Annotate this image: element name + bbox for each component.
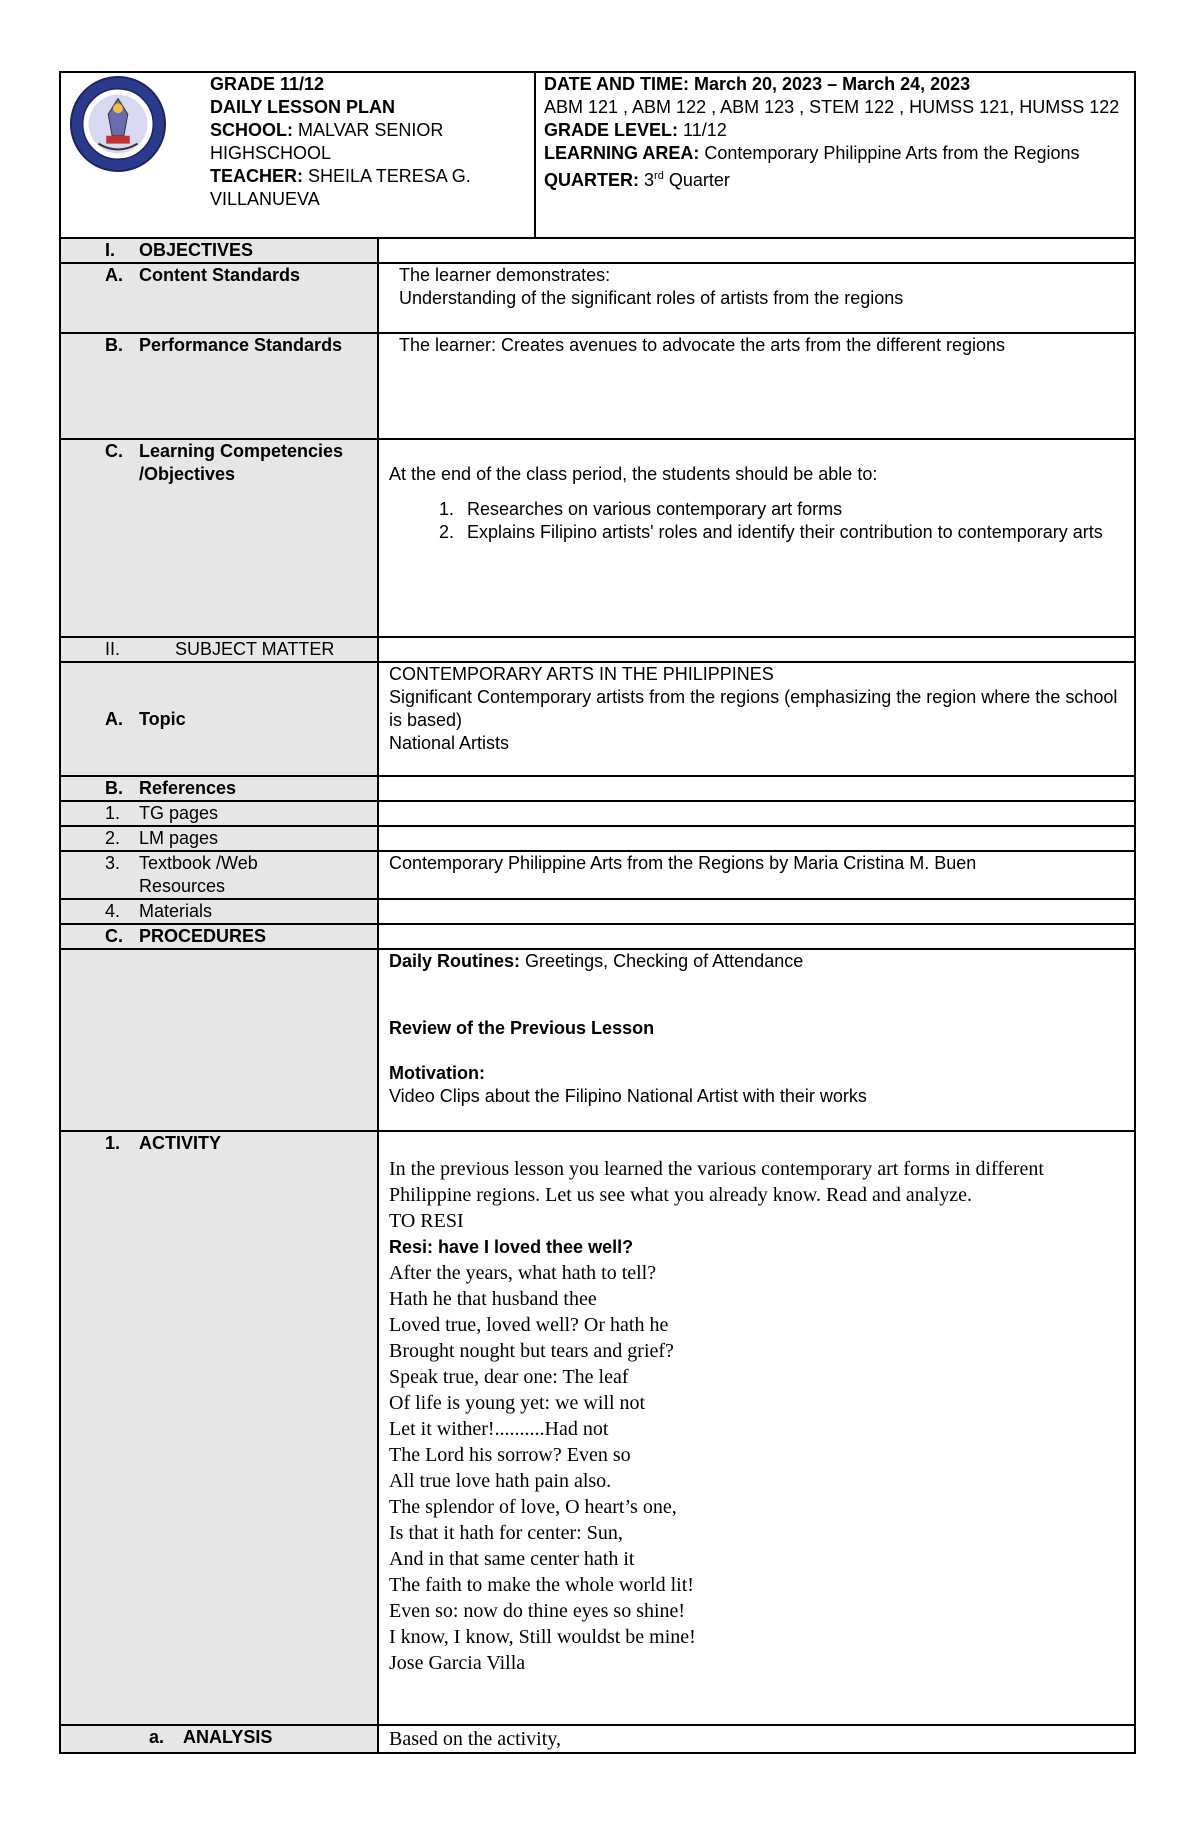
references-value-cell [378, 776, 1135, 801]
activity-label-cell: 1. ACTIVITY [60, 1131, 378, 1725]
poem-author: Jose Garcia Villa [389, 1652, 526, 1674]
analysis-row [60, 1725, 1135, 1753]
reference-label-cell: 2. LM pages [60, 826, 378, 851]
topic-value-cell [378, 662, 1135, 776]
procedures-value-cell [378, 924, 1135, 949]
content-standards-label-cell: A. Content Standards [60, 263, 378, 333]
poem-line: Of life is young yet: we will not [389, 1392, 646, 1414]
daily-routines-line: Daily Routines: Greetings, Checking of Attendance [389, 951, 804, 971]
reference-label-cell: 3. Textbook /Web Resources [60, 851, 378, 899]
sections-line: ABM 121 , ABM 122 , ABM 123 , STEM 122 , HUMSS 121, HUMSS 122 [544, 97, 1120, 117]
poem-line: Loved true, loved well? Or hath he [389, 1314, 669, 1336]
quarter-line: QUARTER: 3rd Quarter [544, 170, 730, 190]
header-left-cell [60, 72, 535, 238]
references-row [60, 776, 1135, 801]
plan-title: DAILY LESSON PLAN [210, 97, 396, 117]
header-right-cell [535, 72, 1135, 238]
analysis-label-cell: a. ANALYSIS [60, 1725, 378, 1753]
activity-intro: In the previous lesson you learned the various contemporary art forms in different Philippine regions. Let us see what you already know. Read and analyze. [389, 1158, 1044, 1206]
subject-matter-label-cell: II. SUBJECT MATTER [60, 637, 378, 662]
topic-row [60, 662, 1135, 776]
teacher-line: TEACHER: SHEILA TERESA G. VILLANUEVA [210, 166, 471, 209]
poem-line: Let it wither!..........Had not [389, 1418, 609, 1440]
subject-matter-row [60, 637, 1135, 662]
topic-line: CONTEMPORARY ARTS IN THE PHILIPPINES [389, 664, 774, 684]
reference-row-textbook [60, 851, 1135, 899]
content-standards-row [60, 263, 1135, 333]
poem-line: Brought nought but tears and grief? [389, 1340, 674, 1362]
learning-area-line: LEARNING AREA: Contemporary Philippine Arts from the Regions [544, 143, 1080, 163]
competencies-intro: At the end of the class period, the students should be able to: [389, 464, 878, 484]
content-standards-line1: The learner demonstrates: [399, 265, 611, 285]
header-row [60, 72, 1135, 238]
lesson-plan-document [59, 71, 1134, 1754]
activity-row [60, 1131, 1135, 1725]
reference-label-cell: 1. TG pages [60, 801, 378, 826]
routines-value-cell [378, 949, 1135, 1131]
references-label-cell: B. References [60, 776, 378, 801]
poem-line: After the years, what hath to tell? [389, 1262, 657, 1284]
school-line: SCHOOL: MALVAR SENIOR HIGHSCHOOL [210, 120, 444, 163]
competencies-label-cell: C. Learning Competencies /Objectives [60, 439, 378, 637]
content-standards-line2: Understanding of the significant roles of artists from the regions [399, 288, 904, 308]
objectives-value-cell [378, 238, 1135, 263]
poem-line: All true love hath pain also. [389, 1470, 612, 1492]
poem-line: The faith to make the whole world lit! [389, 1574, 694, 1596]
performance-standards-text: The learner: Creates avenues to advocate the arts from the different regions [399, 335, 1006, 355]
performance-standards-label-cell: B. Performance Standards [60, 333, 378, 439]
procedures-label-cell: C. PROCEDURES [60, 924, 378, 949]
content-standards-value-cell [378, 263, 1135, 333]
routines-label-cell [60, 949, 378, 1131]
reference-row-materials [60, 899, 1135, 924]
poem-line: Speak true, dear one: The leaf [389, 1366, 629, 1388]
reference-row-tg [60, 801, 1135, 826]
reference-value-cell [378, 899, 1135, 924]
reference-value-cell [378, 826, 1135, 851]
procedures-row [60, 924, 1135, 949]
analysis-value-cell: Based on the activity, [378, 1725, 1135, 1753]
competency-item: 1. Researches on various contemporary art forms [459, 498, 1128, 521]
grade-title: GRADE 11/12 [210, 74, 325, 94]
reference-value-cell: Contemporary Philippine Arts from the Regions by Maria Cristina M. Buen [378, 851, 1135, 899]
reference-value-cell [378, 801, 1135, 826]
poem-first-line: Resi: have I loved thee well? [389, 1237, 634, 1257]
objectives-label-cell: I. OBJECTIVES [60, 238, 378, 263]
competencies-row [60, 439, 1135, 637]
poem-line: Even so: now do thine eyes so shine! [389, 1600, 686, 1622]
date-line: DATE AND TIME: March 20, 2023 – March 24, 2023 [544, 74, 971, 94]
reference-row-lm [60, 826, 1135, 851]
competencies-list [389, 498, 1128, 544]
reference-label-cell: 4. Materials [60, 899, 378, 924]
poem-line: The splendor of love, O heart’s one, [389, 1496, 677, 1518]
motivation-text: Video Clips about the Filipino National Artist with their works [389, 1086, 867, 1106]
topic-line: National Artists [389, 733, 510, 753]
performance-standards-value-cell [378, 333, 1135, 439]
competencies-value-cell [378, 439, 1135, 637]
performance-standards-row [60, 333, 1135, 439]
topic-label-cell: A. Topic [60, 662, 378, 776]
routines-row [60, 949, 1135, 1131]
activity-value-cell [378, 1131, 1135, 1725]
lesson-plan-table [59, 71, 1136, 1754]
subject-matter-value-cell [378, 637, 1135, 662]
poem-line: And in that same center hath it [389, 1548, 635, 1570]
poem-line: Is that it hath for center: Sun, [389, 1522, 623, 1544]
motivation-heading: Motivation: [389, 1063, 485, 1083]
competency-item: 2. Explains Filipino artists' roles and identify their contribution to contemporary arts [459, 521, 1128, 544]
poem-line: Hath he that husband thee [389, 1288, 597, 1310]
review-heading: Review of the Previous Lesson [389, 1018, 655, 1038]
deped-seal-icon [69, 75, 167, 173]
poem-line: The Lord his sorrow? Even so [389, 1444, 631, 1466]
objectives-row [60, 238, 1135, 263]
poem-title: TO RESI [389, 1210, 464, 1232]
grade-level-line: GRADE LEVEL: 11/12 [544, 120, 727, 140]
topic-line: Significant Contemporary artists from the regions (emphasizing the region where the school is based) [389, 687, 1118, 730]
poem-line: I know, I know, Still wouldst be mine! [389, 1626, 696, 1648]
